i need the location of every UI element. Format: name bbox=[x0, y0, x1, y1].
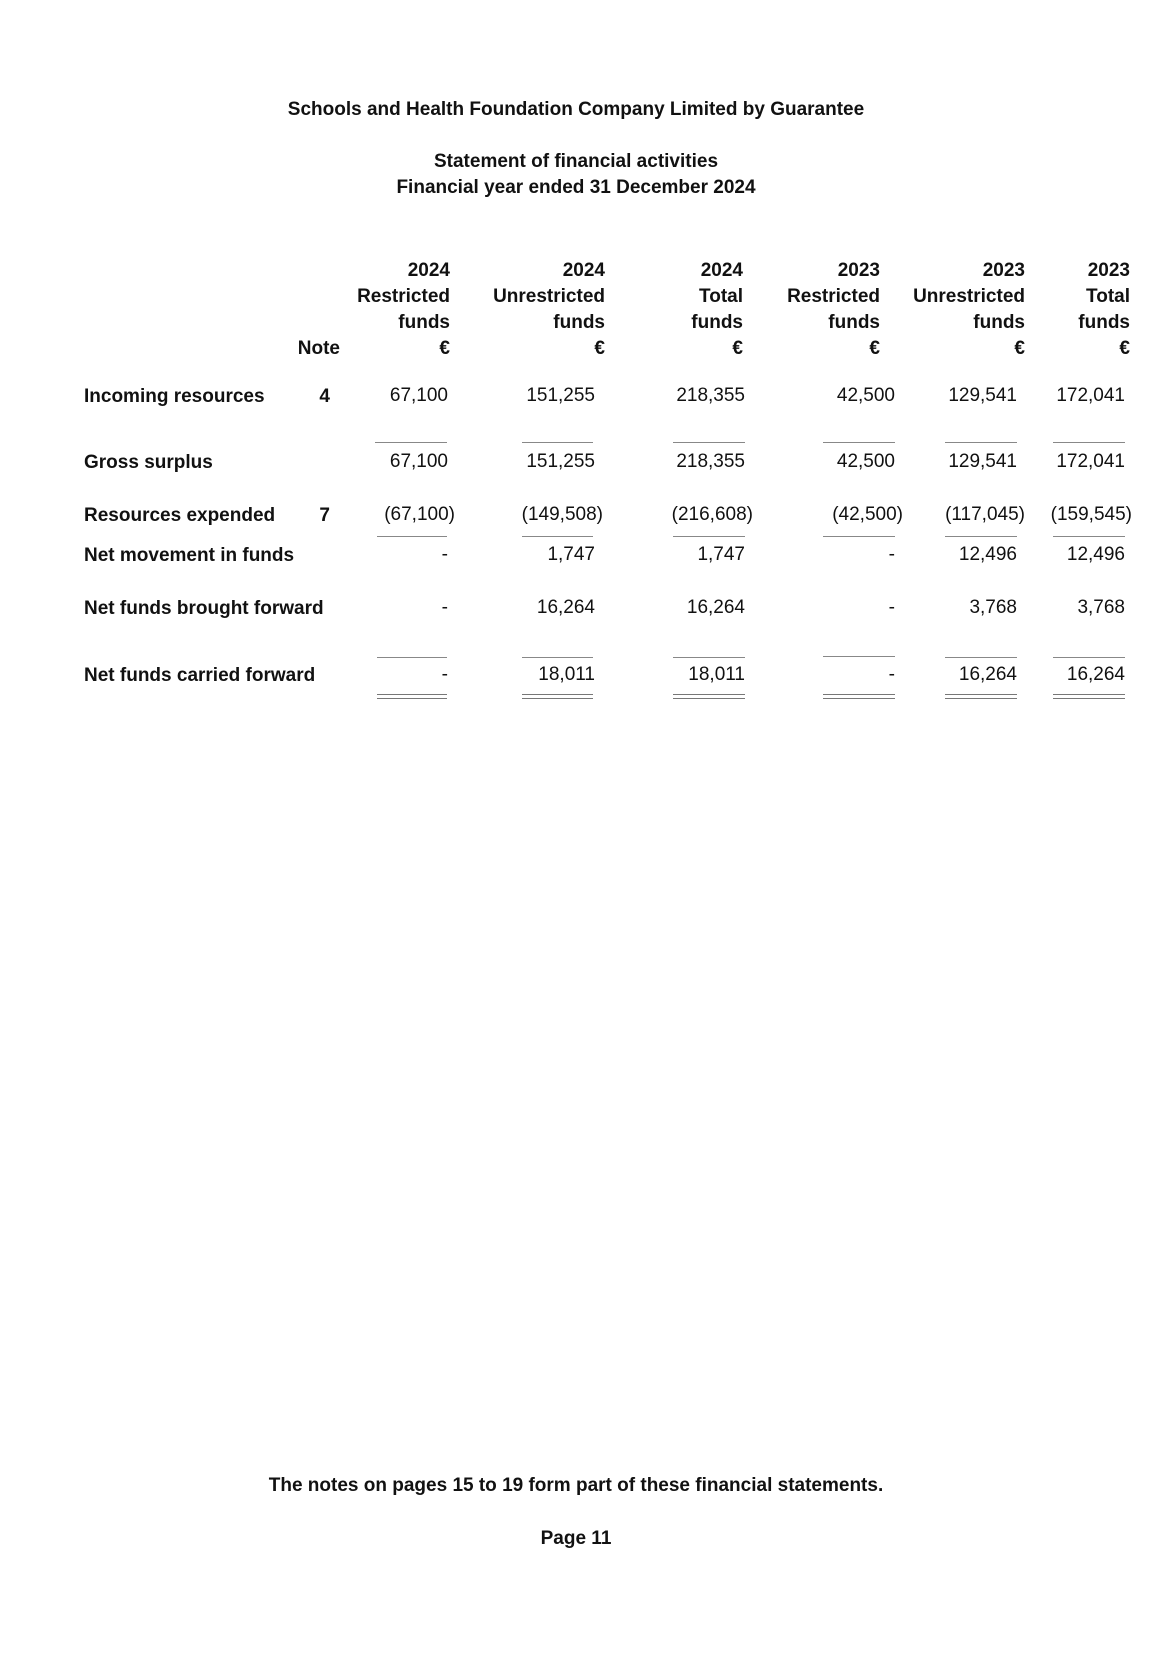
note-ref: 4 bbox=[319, 386, 330, 407]
total-double-rule bbox=[823, 694, 895, 699]
row-label-net-movement-in-funds: Net movement in funds bbox=[84, 545, 295, 566]
value-cell: 16,264 bbox=[958, 664, 1017, 685]
row-label-gross-surplus: Gross surplus bbox=[84, 452, 213, 473]
subtotal-rule bbox=[673, 536, 745, 537]
value-cell: - bbox=[441, 664, 448, 685]
subtotal-rule bbox=[823, 656, 895, 657]
value-cell: 3,768 bbox=[969, 597, 1017, 618]
column-header-2023-restricted: 2023 Restricted funds € bbox=[787, 260, 880, 359]
subtotal-rule bbox=[945, 442, 1017, 443]
statement-title: Statement of financial activities bbox=[433, 151, 719, 172]
subtotal-rule bbox=[1053, 536, 1125, 537]
total-double-rule bbox=[673, 694, 745, 699]
value-cell: (67,100) bbox=[384, 504, 455, 525]
company-name: Schools and Health Foundation Company Limited by Guarantee bbox=[287, 99, 865, 120]
column-header-2023-unrestricted: 2023 Unrestricted funds € bbox=[913, 260, 1025, 359]
value-cell: 12,496 bbox=[958, 544, 1017, 565]
value-cell: 218,355 bbox=[676, 451, 745, 472]
value-cell: 129,541 bbox=[948, 451, 1017, 472]
note-ref: 7 bbox=[319, 505, 330, 526]
value-cell: 3,768 bbox=[1077, 597, 1125, 618]
value-cell: 18,011 bbox=[688, 664, 745, 685]
subtotal-rule bbox=[1053, 442, 1125, 443]
subtotal-rule bbox=[673, 442, 745, 443]
value-cell: (216,608) bbox=[671, 504, 753, 525]
row-label-incoming-resources: Incoming resources bbox=[84, 386, 265, 407]
value-cell: 1,747 bbox=[547, 544, 595, 565]
total-double-rule bbox=[522, 694, 593, 699]
subtotal-rule bbox=[522, 442, 593, 443]
subtotal-rule bbox=[522, 536, 593, 537]
value-cell: - bbox=[888, 664, 895, 685]
subtotal-rule bbox=[377, 536, 447, 537]
page-number: Page 11 bbox=[540, 1528, 612, 1549]
row-label-resources-expended: Resources expended bbox=[84, 505, 276, 526]
value-cell: (159,545) bbox=[1050, 504, 1132, 525]
notes-reference: The notes on pages 15 to 19 form part of these financial statements. bbox=[268, 1475, 884, 1496]
value-cell: 151,255 bbox=[526, 451, 595, 472]
column-header-2024-unrestricted: 2024 Unrestricted funds € bbox=[493, 260, 605, 359]
value-cell: - bbox=[888, 597, 895, 618]
column-header-2024-restricted: 2024 Restricted funds € bbox=[357, 260, 450, 359]
subtotal-rule bbox=[945, 536, 1017, 537]
value-cell: 151,255 bbox=[526, 385, 595, 406]
total-double-rule bbox=[945, 694, 1017, 699]
value-cell: 12,496 bbox=[1066, 544, 1125, 565]
subtotal-rule bbox=[673, 657, 745, 658]
note-column-header: Note bbox=[297, 338, 340, 359]
subtotal-rule bbox=[823, 442, 895, 443]
subtotal-rule bbox=[377, 657, 447, 658]
column-header-2023-total: 2023 Total funds € bbox=[1078, 260, 1130, 359]
value-cell: 18,011 bbox=[538, 664, 595, 685]
value-cell: 218,355 bbox=[676, 385, 745, 406]
total-double-rule bbox=[1053, 694, 1125, 699]
value-cell: (149,508) bbox=[521, 504, 603, 525]
row-label-net-funds-carried-forward: Net funds carried forward bbox=[84, 665, 316, 686]
value-cell: 16,264 bbox=[686, 597, 745, 618]
value-cell: 67,100 bbox=[389, 451, 448, 472]
value-cell: 67,100 bbox=[389, 385, 448, 406]
value-cell: (42,500) bbox=[832, 504, 903, 525]
value-cell: 1,747 bbox=[697, 544, 745, 565]
value-cell: 172,041 bbox=[1056, 451, 1125, 472]
value-cell: 42,500 bbox=[836, 385, 895, 406]
statement-period: Financial year ended 31 December 2024 bbox=[396, 177, 756, 198]
value-cell: 16,264 bbox=[536, 597, 595, 618]
value-cell: - bbox=[441, 544, 448, 565]
value-cell: (117,045) bbox=[945, 504, 1025, 525]
row-label-net-funds-brought-forward: Net funds brought forward bbox=[84, 598, 324, 619]
subtotal-rule bbox=[823, 536, 895, 537]
value-cell: 172,041 bbox=[1056, 385, 1125, 406]
subtotal-rule bbox=[375, 442, 447, 443]
column-header-2024-total: 2024 Total funds € bbox=[691, 260, 743, 359]
subtotal-rule bbox=[945, 657, 1017, 658]
subtotal-rule bbox=[522, 657, 593, 658]
value-cell: - bbox=[441, 597, 448, 618]
value-cell: 129,541 bbox=[948, 385, 1017, 406]
value-cell: - bbox=[888, 544, 895, 565]
value-cell: 42,500 bbox=[836, 451, 895, 472]
total-double-rule bbox=[377, 694, 447, 699]
value-cell: 16,264 bbox=[1066, 664, 1125, 685]
subtotal-rule bbox=[1053, 657, 1125, 658]
